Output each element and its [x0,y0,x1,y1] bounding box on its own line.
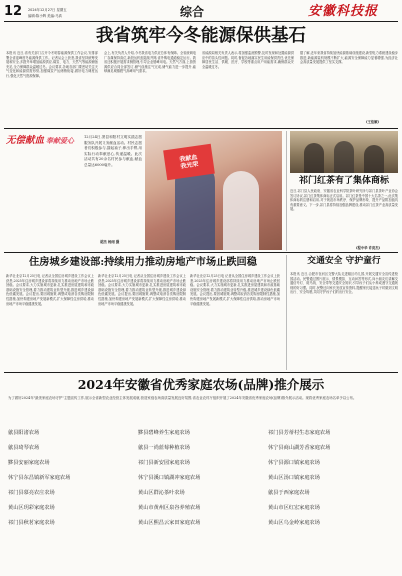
farm-name: 黄山市区红宏家庭农场 [268,505,320,511]
traffic-headline: 交通安全 守护童行 [307,256,381,266]
donation-photo [145,131,282,250]
lead-column-2: 会上,有关负责人介绍,今冬我省电力供应总体有保障。全省统调电厂存煤保持高位,新投运机组陆续并网,省外购电通道稳定运行。我省还积极开展需求侧管理,引导企业错峰用电。天然气方面,上游资源供应合同全部签订,储气设施注气完成,储气能力进一步提升,能够满足城镇燃气高峰用气需求。 [104,51,196,74]
lead-column-4: 据了解,近年来我省持续加快能源基础设施建设,新型电力系统建设稳步推进,新能源装机规模不断扩大,能源安全保障能力显著增强,为经济社会高质量发展提供了坚实支撑。 [300,51,398,65]
farm-name: 休宁县源口镇家庭农场 [268,460,320,466]
badge-text: 我献血 我光荣 [179,153,199,171]
farm-name: 休宁县商山湖芳香家庭农场 [268,445,331,451]
notice-column [138,426,266,531]
farm-name: 黄山区乌金岭家庭农场 [268,520,320,526]
farm-name: 祁门县慕亮农庄农场 [8,490,55,496]
tea-photo [290,131,398,173]
notice-list [8,426,394,534]
tea-story [290,131,398,251]
lead-headline: 我省筑牢今冬能源保供基石 [96,26,306,46]
traffic-body: 本报讯 近日,合肥市包河区交警大队走进辖区幼儿园,开展交通安全宣传进校园活动。民警通过图片展示、情景模拟、互动问答等形式,向小朋友们讲解交通信号灯、斑马线、安全带等交通安全知识,引导孩子们从小养成遵守交通规则的好习惯。同时,民警还向家长发放宣传资料,提醒家长接送孩子时做到文明出行、安全驾驶,共同守护孩子们的出行安全。 [290,272,398,295]
feature-caption: 12月24日,萧县和阳村文明实践志愿服务队开展义务献血活动。村民志愿者们积极参与,撸起袖子,伸出手臂,用实际行动奉献爱心,传递温暖。此次活动共有20余名村民参与献血,献血总量达6000毫升。 [84,135,142,167]
feature-headline [6,135,82,147]
farm-name: 黄山市黄州区泉谷养殖农场 [138,505,201,511]
farm-name: 歙县于西家庭农场 [268,490,310,496]
lead-article [6,51,398,126]
feature-headline-prefix: 无偿献血 [6,135,45,146]
farm-name: 祁门县新安园家庭农场 [138,460,190,466]
farm-name: 黄山区汤口镇家庭农场 [268,475,320,481]
blood-donation-feature [4,131,282,250]
photo-figure [364,145,384,173]
housing-column-2: 新华社北京12月25日电 记者从全国住房城乡建设工作会议上获悉,2025年住房城乡建设部将持续用力推动房地产市场止跌回稳。会议要求,大力实施城市更新,扎实推进房屋建筑和市政基础设施安全管理,着力推动建筑业转型升级,推进城乡建设绿色低碳发展。会议提出,要因城施策,调整或取消各类购房限制性措施,加快构建房地产发展新模式,扩大保障性住房供给,推动房地产市场平稳健康发展。 [98,274,186,306]
editor-line: 编辑:陈小辉 美编:马真 [28,14,62,18]
lead-bottom-rule [4,128,398,129]
feature-byline: 胡杰 杨雨 摄 [100,240,120,244]
notice-intro: 为了做好2024年"最美家庭农场守护"主题宣传工作,展示全省新型农业经营主体发展成就,营造家庭农场高质量发展良好氛围,省农业农村厅组织开展了2024年安徽省优秀家庭农场(品牌)推介展示活动。现将优秀家庭农场名单予以公布。 [8,396,357,400]
farm-name: 休宁县东昌镇新军家庭农场 [8,475,71,481]
traffic-story [290,255,398,370]
section-title: 综合 [180,5,205,19]
housing-headline: 住房城乡建设部:持续用力推动房地产市场止跌回稳 [29,256,257,268]
photo-figure [223,171,259,250]
farm-name: 歙县阳渚农场 [8,430,40,436]
tea-headline: 祁门红茶有了集体商标 [298,176,389,186]
housing-column-1: 新华社北京12月25日电 记者从全国住房城乡建设工作会议上获悉,2025年住房城乡建设部将持续用力推动房地产市场止跌回稳。会议要求,大力实施城市更新,扎实推进房屋建筑和市政基础设施安全管理,着力推动建筑业转型升级,推进城乡建设绿色低碳发展。会议提出,要因城施策,调整或取消各类购房限制性措施,加快构建房地产发展新模式,扩大保障性住房供给,推动房地产市场平稳健康发展。 [6,274,94,306]
housing-story [4,255,282,370]
farm-name: 黄山区玥彩家庭农场 [8,505,55,511]
farm-name: 黄山区群沁茶叶农场 [138,490,185,496]
masthead-rule [4,21,398,22]
farm-name: 黄山区熙昌云家田家庭农场 [138,520,201,526]
farm-name: 歙县琦琴农场 [8,445,40,451]
tea-body: 近日,祁门县人民政府、安徽省农业科学院茶叶研究所与祁门县茶叶产业协会签订协议,祁门红茶集体商标正式启用。祁门红茶是中国十大名茶之一,此次集体商标的注册和启用,对于规范市场秩序、保护品牌形象、提升产品附加值具有重要意义。下一步,祁门县将持续加强品牌建设,推动祁门红茶产业高质量发展。 [290,189,398,212]
farm-name: 祁门县秋茗家庭农场 [8,520,55,526]
page-number: 12 [4,4,23,19]
date-line: 2024年12月27日 星期五 [28,8,67,12]
notice-top-rule [4,372,398,373]
lead-column-3: 省能源局相关负责人表示,将加强监测预警,及时发现和处置能源供应中的苗头性问题。同时,督促各地落实民生用能保供责任,优先保障居民生活、供暖、医疗、学校等重点用户用能需求,确保群众安全温暖过冬。 [202,51,294,69]
paper-logo: 安徽科技报 [308,4,379,19]
farm-name: 歙县一尚蓝莓种植农场 [138,445,190,451]
photo-figure [304,143,324,173]
farm-name: 休宁县溪口镇湖冲家庭农场 [138,475,201,481]
farm-name: 祁门县芳蒂村生态家庭农场 [268,430,331,436]
notice-column [268,426,394,531]
photo-figure [334,141,354,173]
notice-title: 2024年安徽省优秀家庭农场(品牌)推介展示 [77,377,325,392]
tea-byline: (程中华 许亮杰) [356,246,381,250]
lead-byline: (王佳颖) [366,120,380,124]
housing-column-3: 新华社北京12月25日电 记者从全国住房城乡建设工作会议上获悉,2025年住房城乡建设部将持续用力推动房地产市场止跌回稳。会议要求,大力实施城市更新,扎实推进房屋建筑和市政基础设施安全管理,着力推动建筑业转型升级,推进城乡建设绿色低碳发展。会议提出,要因城施策,调整或取消各类购房限制性措施,加快构建房地产发展新模式,扩大保障性住房供给,推动房地产市场平稳健康发展。 [190,274,280,306]
column-divider [286,255,287,370]
mid-rule [4,252,398,253]
lead-column-1: 本报讯 近日,省有关部门召开今冬明春能源保供工作会议,安排部署全省迎峰度冬能源保供工作。记者从会上获悉,我省坚持统筹发展和安全,多措并举增加能源供应,煤炭、电力、天然气等能源储备充足,全力保障群众温暖过冬。会议要求,各地各部门要密切关注天气变化和能源供需形势,加强煤炭产运储销衔接,做好电力调度运行,强化天然气资源保障。 [6,51,98,78]
farm-name: 黟县碧峰养生家庭农场 [138,430,190,436]
farm-name: 黟县安丽家庭农场 [8,460,50,466]
column-divider [286,131,287,251]
notice-column [8,426,136,531]
feature-headline-suffix: 奉献爱心 [46,136,75,145]
